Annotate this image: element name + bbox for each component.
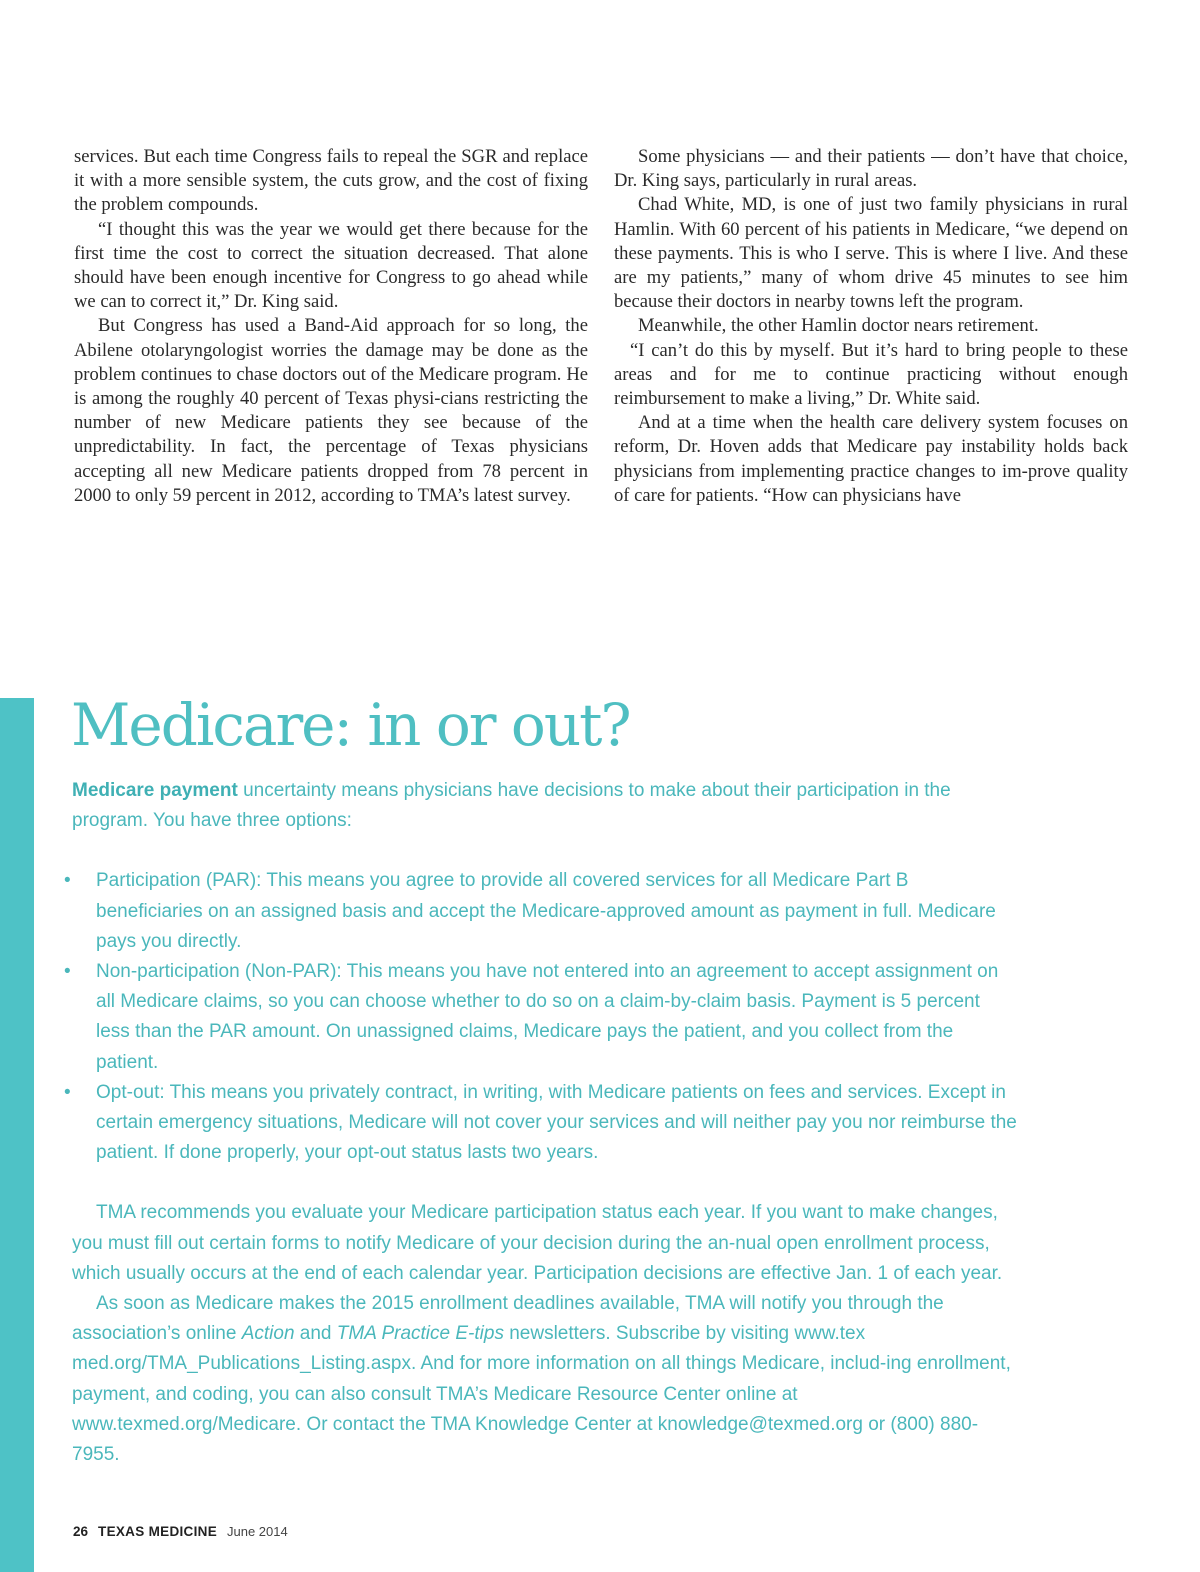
article-left-column bbox=[74, 145, 588, 508]
option-text: Participation (PAR): This means you agree to provide all covered services for all Medicare Part B beneficiaries on an assigned basis and accept the Medicare-approved amount as payment in full. Medicare pays you directly. bbox=[96, 870, 996, 952]
article-paragraph: Chad White, MD, is one of just two family physicians in rural Hamlin. With 60 percent of his patients in Medicare, “we depend on these payments. This is who I serve. This is where I live. And these are my patients,” many of whom drive 45 minutes to see him because their doctors in nearby towns left the program. bbox=[614, 194, 1128, 313]
closing-text-2: and bbox=[294, 1323, 337, 1345]
magazine-name: TEXAS MEDICINE bbox=[98, 1524, 217, 1539]
sidebar-recommendation: TMA recommends you evaluate your Medicare participation status each year. If you want to make changes, you must fill out certain forms to notify Medicare of your decision during the an-nual open enrollment process, which usually occurs at the end of each calendar year. Participation decisions are effective Jan. 1 of each year. bbox=[72, 1202, 1003, 1284]
option-item bbox=[64, 866, 1017, 957]
closing-text-1: As soon as Medicare makes the 2015 enrollment deadlines available, TMA will notify you through the association’s online bbox=[72, 1293, 944, 1345]
article-columns bbox=[74, 145, 1128, 508]
article-paragraph: “I can’t do this by myself. But it’s hard to bring people to these areas and for me to continue practicing without enough reimbursement to make a living,” Dr. White said. bbox=[614, 339, 1128, 410]
option-item bbox=[64, 957, 1017, 1078]
article-paragraph: Some physicians — and their patients — don’t have that choice, Dr. King says, particularly in rural areas. bbox=[614, 146, 1128, 192]
article-paragraph: And at a time when the health care delivery system focuses on reform, Dr. Hoven adds that Medicare pay instability holds back physicians from implementing practice changes to im-prove quality of care for patients. “How can physicians have bbox=[614, 412, 1128, 506]
option-text: Opt-out: This means you privately contract, in writing, with Medicare patients on fees and services. Except in certain emergency situations, Medicare will not cover your services and will neither pay you nor reimburse the patient. If done properly, your opt-out status lasts two years. bbox=[96, 1081, 1017, 1164]
page-footer bbox=[73, 1524, 288, 1539]
sidebar-intro-text: uncertainty means physicians have decisions to make about their participation in the program. You have three options: bbox=[72, 780, 951, 832]
bullet-icon: • bbox=[64, 961, 71, 983]
option-text: Non-participation (Non-PAR): This means you have not entered into an agreement to accept assignment on all Medicare claims, so you can choose whether to do so on a claim-by-claim basis. Payment is 5 percent less than the PAR amount. On unassigned claims, Medicare pays the patient, and you collect from the patient. bbox=[96, 961, 999, 1073]
sidebar-accent-bar bbox=[0, 698, 34, 1572]
bullet-icon: • bbox=[64, 870, 71, 892]
sidebar-closing bbox=[72, 1289, 1017, 1470]
sidebar-title: Medicare: in or out? bbox=[71, 691, 630, 759]
article-paragraph: But Congress has used a Band-Aid approach for so long, the Abilene otolaryngologist worries the damage may be done as the problem continues to chase doctors out of the Medicare program. He is among the roughly 40 percent of Texas physi-cians restricting the number of new Medicare patients they see because of the unpredictability. In fact, the percentage of Texas physicians accepting all new Medicare patients dropped from 78 percent in 2000 to only 59 percent in 2012, according to TMA’s latest survey. bbox=[74, 315, 588, 506]
sidebar-intro-lead: Medicare payment bbox=[72, 780, 238, 801]
newsletter-action: Action bbox=[241, 1323, 295, 1345]
article-paragraph: services. But each time Congress fails to repeal the SGR and replace it with a more sensible system, the cuts grow, and the cost of fixing the problem compounds. bbox=[74, 146, 588, 216]
newsletter-etips: TMA Practice E-tips bbox=[336, 1323, 504, 1345]
article-right-column bbox=[614, 145, 1128, 508]
options-list bbox=[64, 866, 1017, 1168]
closing-text-3: newsletters. Subscribe by visiting www.tex med.org/TMA_Publications_Listing.aspx. And for more information on all things Medicare, includ-ing enrollment, payment, and coding, you can also consult TMA’s Medicare Resource Center online at www.texmed.org/Medicare. Or contact the TMA Knowledge Center at knowledge@texmed.org or (800) 880-7955. bbox=[72, 1323, 1011, 1466]
sidebar-body bbox=[64, 776, 1017, 1470]
issue-date: June 2014 bbox=[227, 1524, 288, 1539]
article-paragraph: “I thought this was the year we would get there because for the first time the cost to correct the situation decreased. That alone should have been enough incentive for Congress to go ahead while we can to correct it,” Dr. King said. bbox=[74, 218, 588, 313]
page-number: 26 bbox=[73, 1524, 89, 1539]
article-paragraph: Meanwhile, the other Hamlin doctor nears retirement. bbox=[638, 315, 1039, 337]
option-item bbox=[64, 1078, 1017, 1169]
sidebar-intro bbox=[72, 776, 1017, 836]
bullet-icon: • bbox=[64, 1081, 71, 1103]
